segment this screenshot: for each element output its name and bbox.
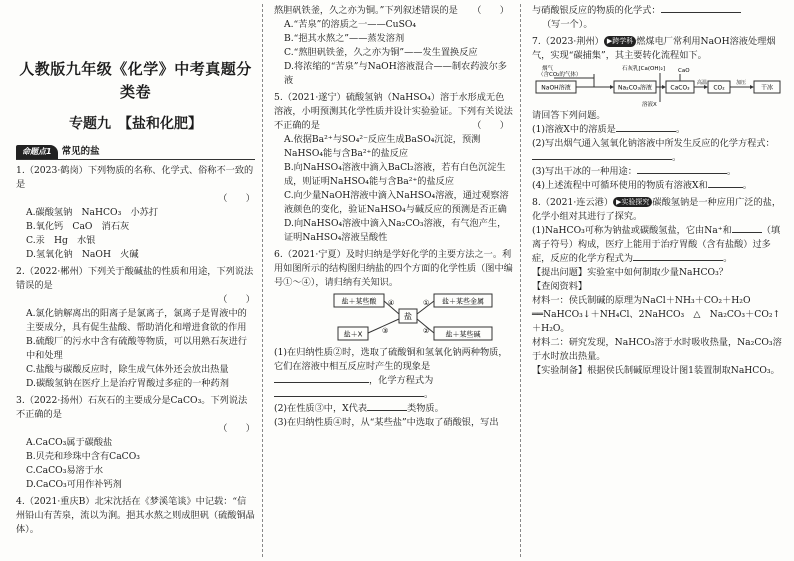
question-part: (1)溶液X中的溶质是 (532, 123, 616, 135)
question-5 (274, 91, 513, 245)
flow-label: 高温 (697, 79, 708, 86)
material-text: 材料一：侯氏制碱的原理为NaCl＋NH₃＋CO₂＋H₂O (532, 294, 751, 306)
question-4-continued (274, 4, 513, 88)
option: B.“挹其水熬之”——蒸发溶剂 (284, 32, 405, 44)
flow-label: CaO (678, 67, 690, 74)
flow-label: 烟气 (542, 65, 554, 72)
material-text: ══NaHCO₃↓＋NH₄Cl、2NaHCO₃ △ Na₂CO₃＋CO₂↑＋H₂O。 (532, 308, 781, 334)
flow-box-label: CaCO₃ (670, 84, 690, 92)
answer-paren: （ ） (218, 423, 255, 435)
diagram-label: 盐＋某些金属 (442, 297, 484, 306)
question-stem: 1.（2023·鹤岗）下列物质的名称、化学式、俗称不一致的是 (16, 165, 254, 191)
question-part: (3)在归纳性质④时，从“某些盐”中选取了硝酸银，写出 (274, 416, 499, 428)
topic-label: 常见的盐 (61, 145, 100, 157)
flow-arrowhead (750, 85, 754, 89)
flow-box-label: NaOH溶液 (541, 84, 571, 92)
question-stem: 碳酸氢钠是一种应用广泛的盐，化学小组对其进行了探究。 (532, 196, 782, 222)
option: A.CaCO₃属于碳酸盐 (26, 437, 113, 448)
flow-box-label: 干冰 (760, 84, 774, 92)
answer-paren: （ ） (218, 193, 255, 205)
cross-discipline-tag: ▶跨学科 (604, 36, 636, 47)
question-part: （填离子符号）构成，医疗上能用于治疗胃酸（含有盐酸）过多症，反应的化学方程式为 (532, 224, 781, 264)
experiment-tag: ▶实验探究 (613, 197, 652, 208)
diagram-number: ③ (382, 326, 389, 335)
option: C.CaCO₃易溶于水 (26, 464, 104, 476)
question-2 (16, 265, 255, 391)
answer-paren: （ ） (472, 119, 509, 131)
topic-header (16, 145, 255, 160)
question-part: (2)在性质③中，X代表 (274, 402, 368, 414)
answer-blank[interactable] (616, 123, 676, 132)
section-heading: 【查阅资料】 (532, 280, 588, 292)
question-stem: 4.（2021·重庆B）北宋沈括在《梦溪笔谈》中记载：“信州铅山有苦泉，流以为涧。挹其水熬之则成胆矾（硫酸铜晶体）。 (16, 495, 255, 535)
page-title: 人教版九年级《化学》中考真题分类卷 (19, 60, 252, 101)
question-part: 请回答下列问题。 (532, 109, 606, 121)
option: B.氧化钙 CaO 消石灰 (26, 221, 130, 233)
answer-paren: （ ） (218, 294, 255, 306)
question-stem: 3.（2022·扬州）石灰石的主要成分是CaCO₃。下列说法不正确的是 (16, 395, 248, 421)
question-stem: 5.（2021·遂宁）硫酸氢钠（NaHSO₄）溶于水形成无色溶液，小明预测其化学性质并设计实验验证。下列有关说法不正确的是 (274, 91, 513, 131)
question-part: (1)在归纳性质②时，选取了硫酸铜和氢氧化钠两种物质，它们在溶液中相互反应时产生的现象是 (274, 346, 508, 372)
option: B.向NaHSO₄溶液中滴入BaCl₂溶液，若有白色沉淀生成，则证明NaHSO₄能与含Ba²⁺的盐反应 (284, 161, 506, 187)
answer-blank[interactable] (637, 165, 727, 174)
answer-blank[interactable] (274, 374, 369, 383)
question-4 (16, 495, 255, 537)
diagram-number: ① (423, 298, 430, 307)
answer-paren: （ ） (472, 5, 509, 16)
question-stem: 熬胆矾铁釜，久之亦为铜。”下列叙述错误的是 (274, 5, 458, 16)
flow-arrowhead (610, 85, 614, 89)
option: A.碳酸氢钠 NaHCO₃ 小苏打 (26, 207, 159, 219)
answer-blank[interactable] (532, 151, 672, 160)
question-6: 6.（2021·宁夏）及时归纳是学好化学的主要方法之一。利用如图所示的结构图归纳盐的四个方面的化学性质（图中编号①～④），请归纳有关知识。 盐＋某些酸 盐＋某些金属 盐 盐＋X 盐＋某些碱 ④ ① ③ ② (1)在归纳性质②时，选取了硫酸铜和氢氧化钠两种物质，它们在溶液中相互反应时产生的现象是 ，化学方程式为 。 (2)在性质③中，X代表 类物质。 (3)在归纳性质④时，从“某些盐”中选取了硝酸银，写出 (274, 248, 513, 428)
section-heading: 【实验制备】根据侯氏制碱原理设计图1装置制取NaHCO₃。 (532, 364, 780, 376)
column-divider (262, 4, 263, 557)
diagram-number: ② (423, 326, 430, 335)
answer-blank[interactable] (633, 252, 723, 261)
question-part: (4)上述流程中可循环使用的物质有溶液X和 (532, 179, 708, 191)
question-stem: 7.（2023·荆州） (532, 35, 604, 47)
flow-label: 加压 (736, 79, 747, 86)
option: B.硫酸厂的污水中含有硫酸等物质，可以用熟石灰进行中和处理 (26, 336, 247, 362)
flow-box-label: CO₂ (713, 84, 725, 92)
question-stem: 8.（2021·连云港） (532, 196, 614, 208)
answer-blank[interactable] (732, 224, 762, 233)
option: D.向NaHSO₄溶液中滴入Na₂CO₃溶液，有气泡产生，证明NaHSO₄溶液呈酸性 (284, 217, 507, 243)
page-subtitle: 专题九 【盐和化肥】 (69, 115, 202, 132)
column-2 (266, 0, 519, 561)
diagram-number: ④ (388, 298, 395, 307)
option: D.氢氧化钠 NaOH 火碱 (26, 249, 139, 261)
topic-badge: 命题点1 (16, 145, 58, 159)
column-1 (6, 0, 261, 561)
question-stem: 6.（2021·宁夏）及时归纳是学好化学的主要方法之一。利用如图所示的结构图归纳盐的四个方面的化学性质（图中编号①～④），请归纳有关知识。 (274, 248, 513, 288)
diagram-label: 盐＋某些碱 (445, 330, 481, 339)
section-heading: 【提出问题】实验室中如何制取少量NaHCO₃？ (532, 266, 728, 278)
question-7: 7.（2023·荆州） ▶跨学科 燃煤电厂常利用NaOH溶液处理烟气，实现“碳捕集”，其主要转化流程如下。 烟气 （含CO₂的气体） 石灰乳[Ca(OH)₂] CaO NaOH溶液 Na₂CO₃溶液 CaCO₃ 高温 CO₂ 加压 干冰 溶液X 请回答下列问题。 (1)溶液X中的溶质是 。 (2)写出烟气通入氢氧化钠溶液中所发生反应的化学方程式： 。 (3)写出干冰的一种用途： 。 (4)上述流程中可循环使用的物质有溶液X和 。 (532, 35, 782, 193)
question-3 (16, 394, 255, 492)
option: D.CaCO₃可用作补钙剂 (26, 478, 122, 490)
question-part: (3)写出干冰的一种用途： (532, 165, 637, 177)
question-stem: 燃煤电厂常利用NaOH溶液处理烟气，实现“碳捕集”，其主要转化流程如下。 (532, 35, 776, 61)
answer-blank[interactable] (661, 4, 741, 13)
diagram-label: 盐＋X (343, 330, 363, 339)
answer-blank[interactable] (367, 402, 407, 411)
option: C.盐酸与碳酸反应时，除生成气体外还会放出热量 (26, 364, 229, 376)
option: C.汞 Hg 水银 (26, 235, 96, 247)
question-part: 类物质。 (407, 402, 444, 414)
flow-label: 石灰乳[Ca(OH)₂] (622, 65, 665, 72)
question-part: 与硝酸银反应的物质的化学式： (532, 5, 661, 16)
answer-blank[interactable] (708, 179, 743, 188)
material-text: 材料二：研究发现，NaHCO₃溶于水时吸收热量，Na₂CO₃溶于水时放出热量。 (532, 336, 782, 362)
option: D.碳酸氢钠在医疗上是治疗胃酸过多症的一种药剂 (26, 378, 229, 390)
column-3 (524, 0, 788, 561)
option: C.“熬胆矾铁釜，久之亦为铜”——发生置换反应 (284, 46, 478, 58)
flow-label: （含CO₂的气体） (538, 71, 582, 78)
option: C.向少量NaOH溶液中滴入NaHSO₄溶液，通过观察溶液颜色的变化，验证NaHSO₄与碱反应的预测是否正确 (284, 189, 509, 215)
column-divider (520, 4, 521, 557)
question-8: 8.（2021·连云港） ▶实验探究 碳酸氢钠是一种应用广泛的盐，化学小组对其进行了探究。 (1)NaHCO₃可称为钠盐或碳酸氢盐，它由Na⁺和 （填离子符号）构成，医疗上能用于治疗胃酸（含有盐酸）过多症，反应的化学方程式为 。 【提出问题】实验室中如何制取少量NaHCO₃？ 【查阅资料】 材料一：侯氏制碱的原理为NaCl＋NH₃＋CO₂＋H₂O ══NaHCO₃↓＋NH₄Cl、2NaHCO₃ △ Na₂CO₃＋CO₂↑＋H₂O。 材料二：研究发现，NaHCO₃溶于水时吸收热量，Na₂CO₃溶于水时放出热量。 【实验制备】根据侯氏制碱原理设计图1装置制取NaHCO₃。 (532, 196, 782, 376)
option: A.依据Ba²⁺与SO₄²⁻反应生成BaSO₄沉淀，预测NaHSO₄能与含Ba²⁺的盐反应 (284, 133, 481, 159)
carbon-capture-flowchart (534, 64, 784, 108)
answer-blank[interactable] (274, 388, 424, 397)
flow-label: 溶液X (642, 101, 657, 108)
diagram-label: 盐 (404, 311, 412, 321)
flow-arrowhead (662, 85, 666, 89)
diagram-label: 盐＋某些酸 (341, 297, 377, 306)
question-stem: 2.（2022·郴州）下列关于酸碱盐的性质和用途，下列说法错误的是 (16, 266, 254, 292)
question-part: ，化学方程式为 (369, 374, 434, 386)
question-part: (1)NaHCO₃可称为钠盐或碳酸氢盐，它由Na⁺和 (532, 224, 732, 236)
salt-properties-diagram (278, 292, 514, 344)
question-part: （写一个）。 (542, 18, 593, 30)
option: A.“苦泉”的溶质之一——CuSO₄ (284, 18, 417, 30)
option: D.将浓缩的“苦泉”与NaOH溶液混合——制农药波尔多液 (284, 60, 507, 86)
option: B.贝壳和珍珠中含有CaCO₃ (26, 450, 140, 462)
flow-box-label: Na₂CO₃溶液 (618, 84, 652, 92)
option: A.氯化钠解离出的阳离子是氯离子，氯离子是胃液中的主要成分，具有促生盐酸、帮助消化和增进食欲的作用 (26, 308, 247, 334)
question-1 (16, 164, 255, 262)
question-part: (2)写出烟气通入氢氧化钠溶液中所发生反应的化学方程式： (532, 137, 775, 149)
